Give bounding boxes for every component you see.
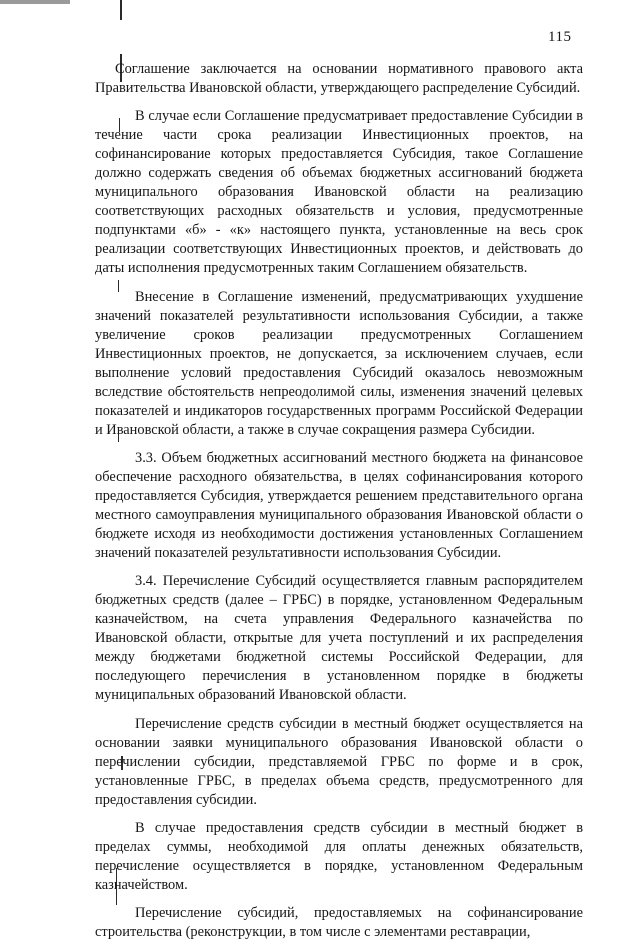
paragraph: Перечисление субсидий, предоставляемых на софинансирование строительства (реконструкции, в том числе с элементами реставрации, xyxy=(95,904,583,940)
paragraph: Перечисление средств субсидии в местный бюджет осуществляется на основании заявки муниципального образования Ивановской области о перечислении субсидии, представляемой ГРБС по форме и в срок, установленные ГРБС, в пределах объема средств, предусмотренного для предоставления субсидии. xyxy=(95,715,583,808)
paragraph: 3.4. Перечисление Субсидий осуществляется главным распорядителем бюджетных средств (далее – ГРБС) в порядке, установленном Федеральным казначейством, на счета управления Федерального казначейства по Ивановской области, открытые для учета поступлений и их распределения между бюджетами бюджетной системы Российской Федерации, для последующего перечисления в установленном порядке в бюджеты муниципальных образований Ивановской области. xyxy=(95,573,583,704)
scan-smudge xyxy=(0,0,70,4)
document-body xyxy=(95,60,583,951)
paragraph: В случае если Соглашение предусматривает предоставление Субсидии в течение части срока реализации Инвестиционных проектов, на софинансирование которых предоставляется Субсидия, такое Соглашение должно содержать сведения об объемах бюджетных ассигнований бюджета муниципального образования Ивановской области на реализацию соответствующих расходных обязательств и условия, предусмотренные подпунктами «б» - «к» настоящего пункта, установленные на весь срок реализации соответствующих Инвестиционных проектов, и действовать до даты исполнения предусмотренных таким Соглашением обязательств. xyxy=(95,108,583,277)
paragraph: В случае предоставления средств субсидии в местный бюджет в пределах суммы, необходимой для оплаты денежных обязательств, перечисление осуществляется в порядке, установленном Федеральным казначейством. xyxy=(95,819,583,893)
page-number: 115 xyxy=(548,29,572,45)
paragraph: Соглашение заключается на основании нормативного правового акта Правительства Ивановской области, утверждающего распределение Субсидий. xyxy=(95,61,583,97)
paragraph: Внесение в Соглашение изменений, предусматривающих ухудшение значений показателей результативности использования Субсидии, а также увеличение сроков реализации предусмотренных Соглашением Инвестиционных проектов, не допускается, за исключением случаев, если выполнение условий предоставления Субсидий оказалось невозможным вследствие обстоятельств непреодолимой силы, изменения значений целевых показателей и индикаторов государственных программ Российской Федерации и Ивановской области, а также в случае сокращения размера Субсидии. xyxy=(95,288,583,438)
margin-mark xyxy=(120,0,122,20)
paragraph: 3.3. Объем бюджетных ассигнований местного бюджета на финансовое обеспечение расходного обязательства, в целях софинансирования которого предоставляется Субсидия, утверждается решением представительного органа местного самоуправления муниципального образования Ивановской области о бюджете исходя из необходимости достижения установленных Соглашением значений показателей результативности использования Субсидии. xyxy=(95,449,583,562)
